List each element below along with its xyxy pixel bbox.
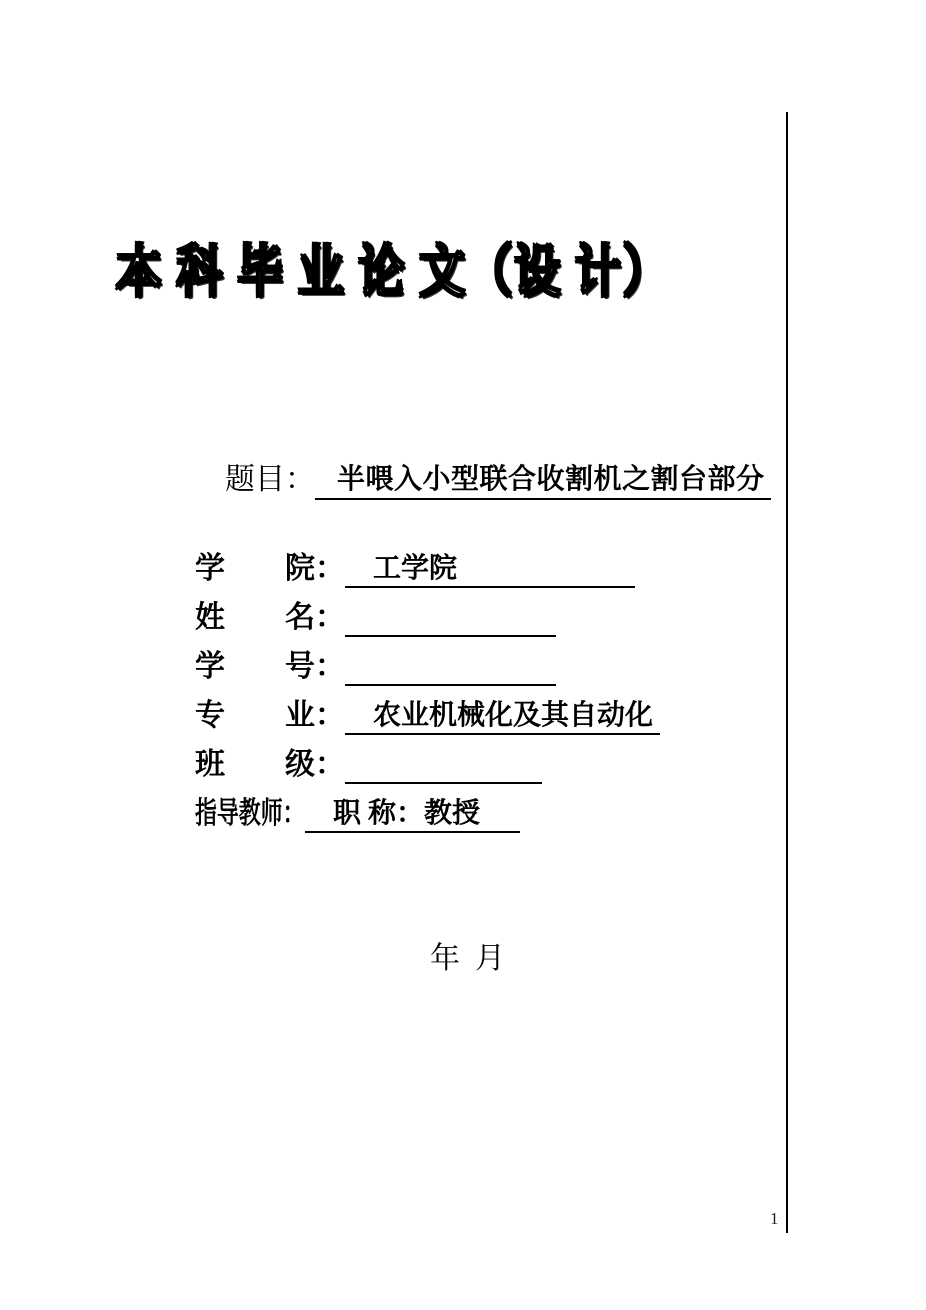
field-row-student-id [195,637,660,686]
field-list [195,539,660,833]
field-row-college [195,539,660,588]
college-label: 学 院： [195,552,345,585]
subject-row [225,456,771,500]
class-underline [345,744,542,784]
college-value: 工学院 [373,553,458,584]
page-title: 本 科 毕 业 论 文（设 计） [115,242,671,304]
subject-underline [315,456,771,500]
advisor-label: 指导教师： [195,797,305,830]
field-row-major [195,686,660,735]
major-label: 专 业： [195,699,345,732]
major-value: 农业机械化及其自动化 [373,700,654,731]
advisor-title-value: 职 称：教授 [333,798,481,829]
field-row-name [195,588,660,637]
college-underline [345,548,635,588]
date-line: 年 月 [430,942,505,975]
subject-value: 半喂入小型联合收割机之割台部分 [337,464,765,495]
page-number: 1 [770,1209,779,1228]
field-row-advisor [195,784,660,833]
subject-label: 题目： [225,463,315,496]
student-id-label: 学 号： [195,650,345,683]
student-id-underline [345,646,556,686]
right-margin-rule [786,112,788,1233]
advisor-underline [305,793,520,833]
name-underline [345,597,556,637]
name-label: 姓 名： [195,601,345,634]
major-underline [345,695,660,735]
field-row-class [195,735,660,784]
class-label: 班 级： [195,748,345,781]
